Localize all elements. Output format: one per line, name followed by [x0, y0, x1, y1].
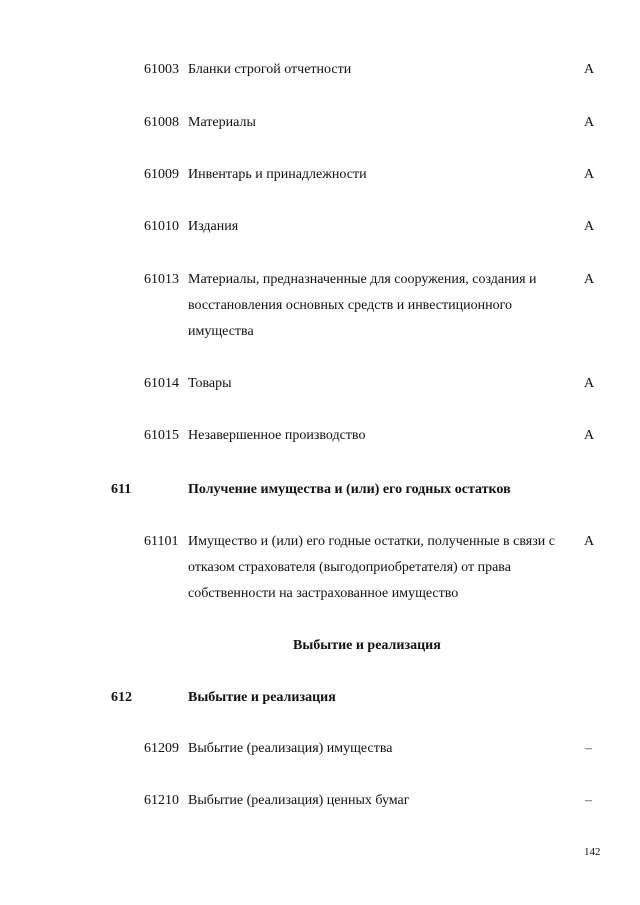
account-code: 61014	[144, 376, 179, 391]
account-name: Выбытие (реализация) ценных бумаг	[188, 793, 410, 808]
account-name: Товары	[188, 376, 232, 391]
page-number: 142	[584, 846, 601, 858]
account-code: 61101	[144, 534, 179, 549]
account-code: 61013	[144, 272, 179, 287]
account-name: Издания	[188, 219, 239, 234]
account-flag: А	[584, 115, 595, 130]
account-code: 61209	[144, 741, 179, 756]
account-name: Инвентарь и принадлежности	[188, 167, 367, 182]
account-name: Имущество и (или) его годные остатки, полученные в связи с отказом страхователя (выгодоприобретателя) от права собственности на застрахованное имущество	[188, 534, 555, 601]
account-code: 61210	[144, 793, 179, 808]
section-title: Выбытие и реализация	[293, 638, 441, 653]
group-title: Выбытие и реализация	[188, 690, 336, 705]
account-flag: А	[584, 219, 595, 234]
account-flag: А	[584, 272, 595, 287]
account-flag: –	[585, 793, 592, 808]
account-name: Материалы	[188, 115, 256, 130]
account-code: 61003	[144, 62, 179, 77]
account-name: Материалы, предназначенные для сооружения, создания и восстановления основных средств и инвестиционного имущества	[188, 272, 537, 339]
account-code: 61008	[144, 115, 179, 130]
account-name: Бланки строгой отчетности	[188, 62, 352, 77]
account-flag: –	[585, 741, 592, 756]
group-title: Получение имущества и (или) его годных остатков	[188, 482, 511, 497]
account-flag: А	[584, 62, 595, 77]
account-name: Незавершенное производство	[188, 428, 366, 443]
account-flag: А	[584, 428, 595, 443]
account-flag: А	[584, 376, 595, 391]
account-name: Выбытие (реализация) имущества	[188, 741, 393, 756]
group-code: 611	[111, 482, 132, 497]
account-flag: А	[584, 167, 595, 182]
account-code: 61009	[144, 167, 179, 182]
account-flag: А	[584, 534, 595, 549]
account-code: 61015	[144, 428, 179, 443]
account-code: 61010	[144, 219, 179, 234]
group-code: 612	[111, 690, 132, 705]
